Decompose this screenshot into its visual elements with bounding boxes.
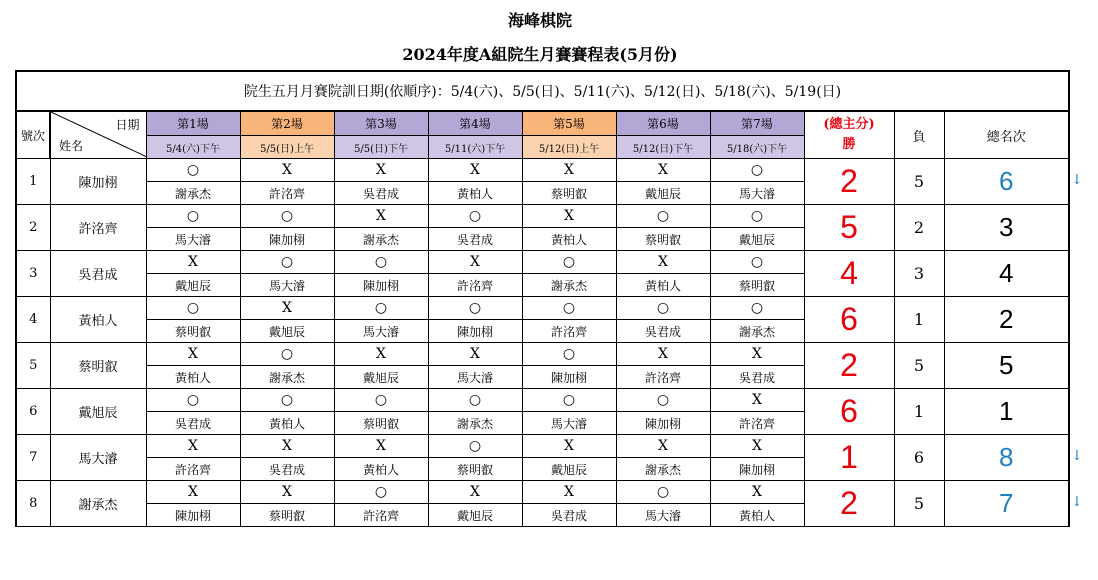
- match-opponent: 蔡明叡: [334, 412, 428, 435]
- wins-count: 5: [804, 205, 894, 251]
- match-result: ○: [240, 343, 334, 366]
- match-opponent: 謝承杰: [334, 228, 428, 251]
- match-opponent: 謝承杰: [240, 366, 334, 389]
- match-result: ○: [428, 435, 522, 458]
- round-label: 第7場: [710, 111, 804, 136]
- match-result: ○: [522, 343, 616, 366]
- overall-rank: 7: [944, 481, 1069, 527]
- match-opponent: 黃柏人: [146, 366, 240, 389]
- player-name: 蔡明叡: [50, 343, 146, 389]
- match-result: X: [146, 251, 240, 274]
- match-result: ○: [522, 251, 616, 274]
- match-result: X: [428, 159, 522, 182]
- match-result: X: [428, 343, 522, 366]
- match-opponent: 蔡明叡: [522, 182, 616, 205]
- overall-rank: 6: [944, 159, 1069, 205]
- player-number: 7: [16, 435, 50, 481]
- overall-rank: 1: [944, 389, 1069, 435]
- match-result: X: [710, 481, 804, 504]
- schedule-title: 2024年度A組院生月賽賽程表(5月份): [402, 45, 678, 64]
- round-date: 5/18(六)下午: [710, 136, 804, 159]
- wins-count: 2: [804, 159, 894, 205]
- match-opponent: 馬大濬: [334, 320, 428, 343]
- match-result: ○: [334, 481, 428, 504]
- match-opponent: 黃柏人: [240, 412, 334, 435]
- match-result: X: [240, 435, 334, 458]
- match-result: X: [710, 389, 804, 412]
- losses-count: 6: [894, 435, 944, 481]
- match-result: ○: [522, 297, 616, 320]
- losses-count: 5: [894, 343, 944, 389]
- date-header-label: 日期: [115, 118, 140, 132]
- match-result: ○: [428, 297, 522, 320]
- losses-count: 2: [894, 205, 944, 251]
- match-opponent: 謝承杰: [428, 412, 522, 435]
- match-result: ○: [616, 481, 710, 504]
- match-opponent: 吳君成: [522, 504, 616, 527]
- player-name: 戴旭辰: [50, 389, 146, 435]
- match-result: ○: [334, 251, 428, 274]
- match-result: ○: [334, 389, 428, 412]
- match-result: X: [146, 481, 240, 504]
- match-opponent: 黃柏人: [522, 228, 616, 251]
- match-result: X: [616, 435, 710, 458]
- round-label: 第6場: [616, 111, 710, 136]
- round-label: 第4場: [428, 111, 522, 136]
- match-opponent: 吳君成: [616, 320, 710, 343]
- player-name: 黃柏人: [50, 297, 146, 343]
- wins-count: 2: [804, 343, 894, 389]
- match-result: ○: [710, 205, 804, 228]
- match-opponent: 戴旭辰: [146, 274, 240, 297]
- round-label: 第3場: [334, 111, 428, 136]
- match-opponent: 許洺齊: [240, 182, 334, 205]
- match-result: ○: [522, 389, 616, 412]
- round-date: 5/11(六)下午: [428, 136, 522, 159]
- match-opponent: 許洺齊: [428, 274, 522, 297]
- match-opponent: 陳加栩: [616, 412, 710, 435]
- wins-header-label: 勝: [842, 137, 856, 152]
- match-result: X: [240, 297, 334, 320]
- match-result: X: [334, 435, 428, 458]
- round-label: 第1場: [146, 111, 240, 136]
- match-result: ○: [146, 159, 240, 182]
- match-opponent: 吳君成: [428, 228, 522, 251]
- match-result: X: [240, 481, 334, 504]
- match-opponent: 陳加栩: [710, 458, 804, 481]
- match-result: ○: [146, 389, 240, 412]
- match-result: X: [616, 159, 710, 182]
- player-number: 2: [16, 205, 50, 251]
- match-opponent: 戴旭辰: [710, 228, 804, 251]
- overall-rank: 5: [944, 343, 1069, 389]
- match-result: ○: [334, 297, 428, 320]
- match-result: ○: [428, 389, 522, 412]
- match-opponent: 蔡明叡: [710, 274, 804, 297]
- match-result: ○: [710, 159, 804, 182]
- match-result: ○: [616, 389, 710, 412]
- round-date: 5/12(日)下午: [616, 136, 710, 159]
- match-opponent: 謝承杰: [616, 458, 710, 481]
- match-result: X: [334, 159, 428, 182]
- match-opponent: 蔡明叡: [146, 320, 240, 343]
- match-result: ○: [428, 205, 522, 228]
- overall-rank: 8: [944, 435, 1069, 481]
- schedule-table: [15, 70, 1070, 527]
- match-opponent: 陳加栩: [334, 274, 428, 297]
- match-result: ○: [146, 297, 240, 320]
- wins-count: 6: [804, 389, 894, 435]
- match-opponent: 許洺齊: [616, 366, 710, 389]
- match-opponent: 戴旭辰: [334, 366, 428, 389]
- match-opponent: 蔡明叡: [616, 228, 710, 251]
- match-result: ○: [240, 389, 334, 412]
- match-opponent: 黃柏人: [428, 182, 522, 205]
- round-date: 5/5(日)上午: [240, 136, 334, 159]
- match-opponent: 吳君成: [240, 458, 334, 481]
- match-opponent: 吳君成: [146, 412, 240, 435]
- match-opponent: 蔡明叡: [240, 504, 334, 527]
- overall-rank: 3: [944, 205, 1069, 251]
- match-result: X: [710, 343, 804, 366]
- match-opponent: 陳加栩: [428, 320, 522, 343]
- player-name: 陳加栩: [50, 159, 146, 205]
- losses-count: 1: [894, 297, 944, 343]
- match-result: X: [240, 159, 334, 182]
- match-result: X: [522, 435, 616, 458]
- match-opponent: 謝承杰: [710, 320, 804, 343]
- player-number: 4: [16, 297, 50, 343]
- match-result: ○: [240, 205, 334, 228]
- player-name: 馬大濬: [50, 435, 146, 481]
- round-date: 5/5(日)下午: [334, 136, 428, 159]
- match-result: X: [334, 343, 428, 366]
- match-opponent: 戴旭辰: [240, 320, 334, 343]
- wins-count: 6: [804, 297, 894, 343]
- losses-header: 負: [894, 111, 944, 159]
- match-result: X: [522, 205, 616, 228]
- match-opponent: 戴旭辰: [616, 182, 710, 205]
- match-opponent: 陳加栩: [522, 366, 616, 389]
- match-opponent: 吳君成: [710, 366, 804, 389]
- player-number: 6: [16, 389, 50, 435]
- match-opponent: 黃柏人: [616, 274, 710, 297]
- wins-header-top: (總主分): [823, 117, 875, 132]
- wins-header: [804, 111, 894, 159]
- name-header-label: 姓名: [59, 139, 84, 153]
- losses-count: 5: [894, 159, 944, 205]
- losses-count: 1: [894, 389, 944, 435]
- rank-header: 總名次: [944, 111, 1069, 159]
- match-opponent: 馬大濬: [522, 412, 616, 435]
- match-opponent: 謝承杰: [522, 274, 616, 297]
- match-opponent: 陳加栩: [240, 228, 334, 251]
- match-opponent: 馬大濬: [616, 504, 710, 527]
- match-opponent: 許洺齊: [710, 412, 804, 435]
- match-result: ○: [146, 205, 240, 228]
- overall-rank: 4: [944, 251, 1069, 297]
- player-name: 許洺齊: [50, 205, 146, 251]
- match-result: X: [616, 343, 710, 366]
- match-opponent: 許洺齊: [146, 458, 240, 481]
- match-opponent: 陳加栩: [146, 504, 240, 527]
- losses-count: 3: [894, 251, 944, 297]
- losses-count: 5: [894, 481, 944, 527]
- match-opponent: 馬大濬: [428, 366, 522, 389]
- rank-down-arrow-icon: ↓: [1071, 493, 1083, 510]
- player-number: 5: [16, 343, 50, 389]
- rank-down-arrow-icon: ↓: [1071, 171, 1083, 188]
- round-label: 第5場: [522, 111, 616, 136]
- match-opponent: 許洺齊: [522, 320, 616, 343]
- match-result: X: [146, 343, 240, 366]
- player-number: 3: [16, 251, 50, 297]
- match-opponent: 蔡明叡: [428, 458, 522, 481]
- match-opponent: 馬大濬: [710, 182, 804, 205]
- match-result: X: [522, 481, 616, 504]
- match-opponent: 馬大濬: [146, 228, 240, 251]
- match-result: ○: [616, 205, 710, 228]
- org-title: 海峰棋院: [507, 11, 572, 30]
- player-name: 謝承杰: [50, 481, 146, 527]
- match-opponent: 馬大濬: [240, 274, 334, 297]
- match-result: X: [710, 435, 804, 458]
- match-result: ○: [710, 297, 804, 320]
- match-opponent: 黃柏人: [334, 458, 428, 481]
- match-opponent: 許洺齊: [334, 504, 428, 527]
- player-number: 1: [16, 159, 50, 205]
- match-opponent: 謝承杰: [146, 182, 240, 205]
- wins-count: 2: [804, 481, 894, 527]
- match-result: ○: [616, 297, 710, 320]
- match-opponent: 戴旭辰: [522, 458, 616, 481]
- match-result: X: [428, 251, 522, 274]
- date-name-header: [50, 111, 146, 159]
- number-header: 號次: [16, 111, 50, 159]
- rank-down-arrow-icon: ↓: [1071, 447, 1083, 464]
- match-opponent: 戴旭辰: [428, 504, 522, 527]
- player-name: 吳君成: [50, 251, 146, 297]
- match-result: X: [616, 251, 710, 274]
- player-number: 8: [16, 481, 50, 527]
- match-result: ○: [710, 251, 804, 274]
- match-opponent: 吳君成: [334, 182, 428, 205]
- match-result: X: [428, 481, 522, 504]
- round-date: 5/4(六)下午: [146, 136, 240, 159]
- match-result: X: [146, 435, 240, 458]
- match-result: X: [522, 159, 616, 182]
- round-date: 5/12(日)上午: [522, 136, 616, 159]
- training-dates-banner: 院生五月月賽院訓日期(依順序)：5/4(六)、5/5(日)、5/11(六)、5/12(日)、5/18(六)、5/19(日): [16, 71, 1069, 111]
- round-label: 第2場: [240, 111, 334, 136]
- wins-count: 1: [804, 435, 894, 481]
- match-result: ○: [240, 251, 334, 274]
- match-opponent: 黃柏人: [710, 504, 804, 527]
- overall-rank: 2: [944, 297, 1069, 343]
- match-result: X: [334, 205, 428, 228]
- wins-count: 4: [804, 251, 894, 297]
